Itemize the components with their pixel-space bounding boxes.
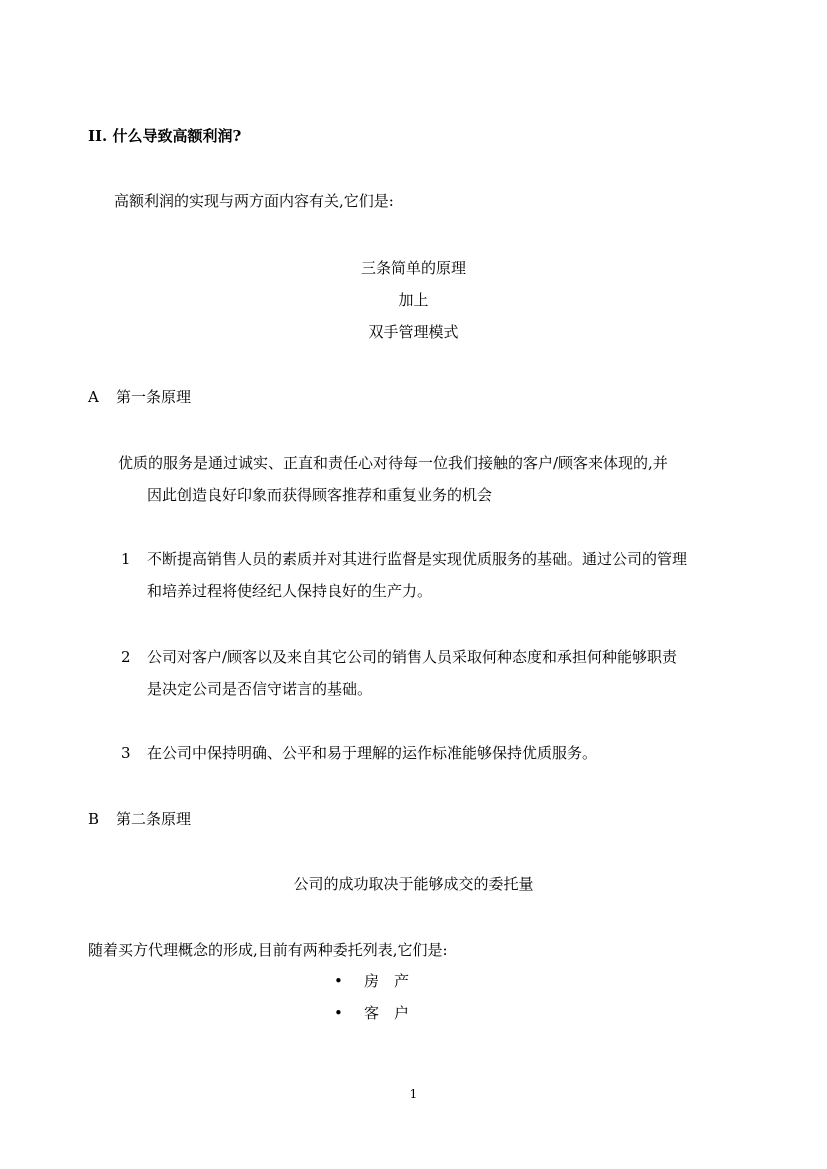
centered-line-principles: 三条简单的原理: [360, 259, 466, 277]
bullet-text: 客 户: [364, 1004, 410, 1022]
list-item-continuation: 和培养过程将使经纪人保持良好的生产力。: [147, 582, 433, 600]
bullet-icon: •: [334, 1004, 343, 1022]
section-a-letter: A: [88, 388, 99, 406]
section-b-title: 第二条原理: [116, 810, 192, 828]
list-item-number: 3: [121, 744, 131, 762]
section-b-heading: [88, 809, 191, 830]
section-b-centered-line: 公司的成功取决于能够成交的委托量: [293, 875, 534, 893]
list-item-text: 在公司中保持明确、公平和易于理解的运作标准能够保持优质服务。: [147, 744, 598, 762]
page-number: 1: [409, 1087, 418, 1101]
section-b-letter: B: [88, 810, 100, 828]
list-item: [121, 549, 687, 570]
centered-line-plus: 加上: [398, 291, 429, 309]
list-item-number: 2: [121, 648, 131, 666]
section-a-heading: [88, 387, 191, 408]
bullet-text: 房 产: [364, 972, 410, 990]
list-item-number: 1: [121, 550, 131, 568]
section-a-para-line1: 优质的服务是通过诚实、正直和责任心对待每一位我们接触的客户/顾客来体现的,并: [118, 454, 668, 472]
section-heading: II. 什么导致高额利润?: [88, 127, 242, 145]
centered-line-model: 双手管理模式: [368, 323, 459, 341]
bullet-item: [334, 1003, 409, 1024]
list-item: [121, 743, 597, 764]
intro-paragraph: 高额利润的实现与两方面内容有关,它们是:: [114, 192, 394, 210]
list-item: [121, 647, 677, 668]
section-a-title: 第一条原理: [116, 388, 192, 406]
section-b-paragraph: 随着买方代理概念的形成,目前有两种委托列表,它们是:: [88, 941, 448, 959]
list-item-text: 不断提高销售人员的素质并对其进行监督是实现优质服务的基础。通过公司的管理: [147, 550, 688, 568]
section-a-para-line2: 因此创造良好印象而获得顾客推荐和重复业务的机会: [147, 486, 493, 504]
list-item-text: 公司对客户/顾客以及来自其它公司的销售人员采取何种态度和承担何种能够职责: [147, 648, 678, 666]
bullet-item: [334, 971, 409, 992]
list-item-continuation: 是决定公司是否信守诺言的基础。: [147, 680, 373, 698]
bullet-icon: •: [334, 972, 343, 990]
